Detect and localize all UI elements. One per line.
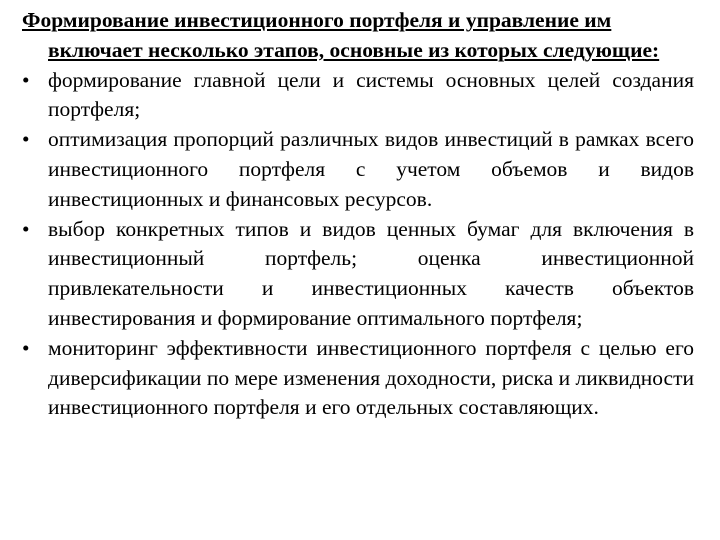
- bullet-icon: •: [22, 67, 30, 92]
- list-item-text: выбор конкретных типов и видов ценных бумаг для включения в инвестиционный портфель; оценка инвестиционной привлекательности и инвестиционных качеств объектов инвестирования и формирование оптимального портфеля;: [48, 216, 694, 330]
- list-item-text: формирование главной цели и системы основных целей создания портфеля;: [48, 67, 694, 122]
- stage-list: [22, 66, 694, 424]
- list-item: [22, 215, 694, 334]
- list-item: [22, 66, 694, 126]
- bullet-icon: •: [22, 127, 30, 152]
- list-item-text: мониторинг эффективности инвестиционного портфеля с целью его диверсификации по мере изменения доходности, риска и ликвидности инвестиционного портфеля и его отдельных составляющих.: [48, 335, 694, 420]
- bullet-icon: •: [22, 216, 30, 241]
- slide-content: [22, 6, 694, 423]
- list-item-text: оптимизация пропорций различных видов инвестиций в рамках всего инвестиционного портфеля с учетом объемов и видов инвестиционных и финансовых ресурсов.: [48, 127, 694, 211]
- bullet-icon: •: [22, 335, 30, 360]
- list-item: [22, 334, 694, 423]
- list-item: [22, 125, 694, 214]
- slide-heading: Формирование инвестиционного портфеля и управление им включает несколько этапов, основные из которых следующие:: [22, 8, 660, 62]
